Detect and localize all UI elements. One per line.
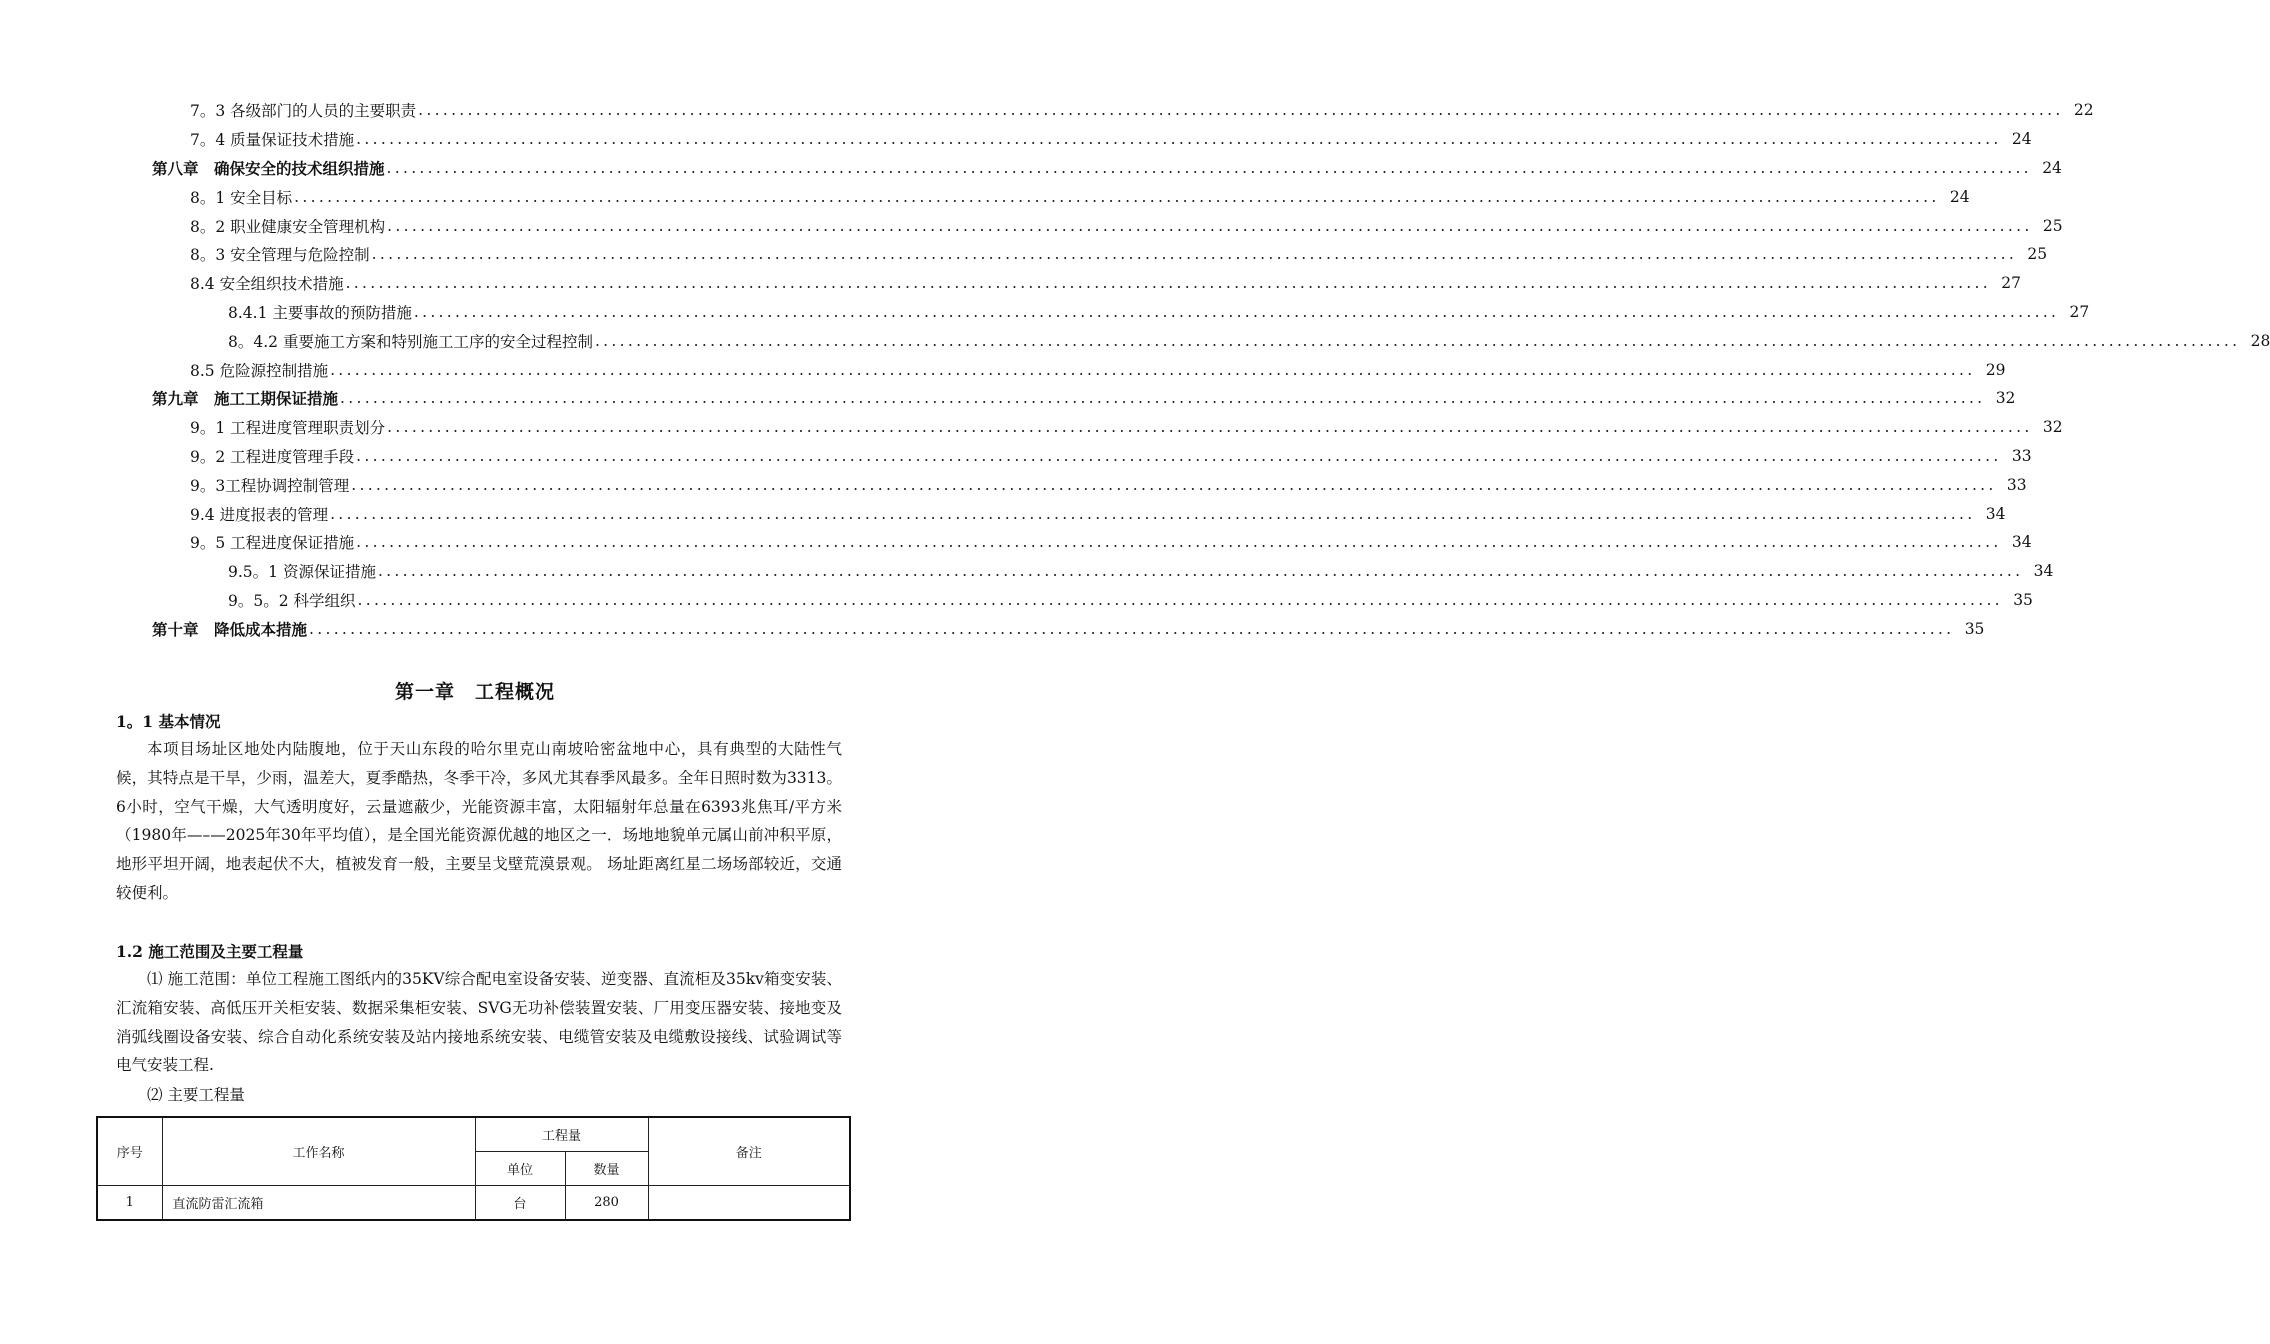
toc-entry-page-number: 33: [2006, 475, 2027, 494]
toc-entry[interactable]: [0, 211, 2063, 240]
toc-entry-title: 8。3 安全管理与危险控制: [190, 246, 370, 265]
toc-entry-title: 8.4.1 主要事故的预防措施: [228, 303, 412, 322]
toc-entry-page-number: 34: [1985, 504, 2006, 523]
toc-entry[interactable]: [0, 384, 2016, 413]
toc-entry[interactable]: [0, 298, 2090, 327]
toc-leader-dots: ........................................................................................................................................................................................................: [371, 245, 2018, 264]
toc-entry-title: 第八章 确保安全的技术组织措施: [152, 158, 385, 178]
toc-entry-title: 9。2 工程进度管理手段: [190, 447, 355, 466]
table-row: [97, 1186, 850, 1221]
toc-entry-title: 第十章 降低成本措施: [152, 619, 308, 639]
scope-paragraph: ⑴ 施工范围：单位工程施工图纸内的35KV综合配电室设备安装、逆变器、直流柜及35kv箱变安装、汇流箱安装、高低压开关柜安装、数据采集柜安装、SVG无功补偿装置安装、厂用变压器安装、接地变及消弧线圈设备安装、综合自动化系统安装及站内接地系统安装、电缆管安装及电缆敷设接线、试验调试等电气安装工程.: [116, 970, 842, 1075]
toc-leader-dots: ........................................................................................................................................................................................................: [387, 418, 2033, 437]
toc-entry-title: 8。2 职业健康安全管理机构: [190, 217, 386, 236]
toc-entry-page-number: 24: [2011, 130, 2032, 149]
toc-entry-title: 8。1 安全目标: [190, 188, 293, 207]
toc-entry[interactable]: [0, 528, 2032, 557]
toc-entry-title: 9。5。2 科学组织: [228, 591, 356, 610]
toc-leader-dots: ........................................................................................................................................................................................................: [351, 475, 1997, 494]
toc-entry-page-number: 35: [2013, 590, 2033, 609]
toc-entry-title: 9。5 工程进度保证措施: [190, 534, 355, 553]
toc-leader-dots: ........................................................................................................................................................................................................: [340, 389, 1986, 408]
header-unit: 单位: [475, 1152, 565, 1186]
toc-entry-page-number: 35: [1964, 619, 1985, 638]
toc-entry[interactable]: [0, 125, 2032, 154]
toc-leader-dots: ........................................................................................................................................................................................................: [356, 533, 2002, 552]
toc-entry[interactable]: [0, 269, 2021, 298]
toc-entry[interactable]: [0, 470, 2027, 499]
cell-name: 直流防雷汇流箱: [162, 1186, 475, 1221]
toc-leader-dots: ........................................................................................................................................................................................................: [356, 130, 2002, 149]
section-heading-basic-info: 1。1 基本情况: [116, 712, 221, 731]
table-of-contents: [0, 96, 2270, 643]
toc-leader-dots: ........................................................................................................................................................................................................: [377, 562, 2024, 581]
toc-leader-dots: ........................................................................................................................................................................................................: [413, 302, 2060, 321]
toc-entry-title: 9.4 进度报表的管理: [190, 505, 329, 524]
toc-entry-page-number: 24: [1949, 187, 1970, 206]
toc-entry-page-number: 27: [2001, 274, 2021, 293]
toc-entry[interactable]: [0, 557, 2054, 586]
toc-entry[interactable]: [0, 240, 2048, 269]
toc-entry-page-number: 25: [2027, 245, 2048, 264]
header-quantity: 工程量: [475, 1117, 648, 1152]
toc-entry-page-number: 32: [1995, 389, 2016, 408]
toc-leader-dots: ........................................................................................................................................................................................................: [330, 360, 1976, 379]
cell-amount: 280: [565, 1186, 648, 1221]
toc-leader-dots: ........................................................................................................................................................................................................: [387, 216, 2033, 235]
toc-entry[interactable]: [0, 326, 2270, 355]
toc-entry[interactable]: [0, 614, 1985, 643]
toc-entry-page-number: 33: [2011, 446, 2032, 465]
toc-entry-title: 9.5。1 资源保证措施: [228, 563, 376, 582]
toc-leader-dots: ........................................................................................................................................................................................................: [345, 274, 1991, 293]
toc-entry-page-number: 34: [2033, 562, 2054, 581]
toc-entry-title: 8。4.2 重要施工方案和特别施工工序的安全过程控制: [228, 332, 593, 351]
toc-entry-title: 9。3工程协调控制管理: [190, 476, 350, 495]
cell-remark: [648, 1186, 850, 1221]
header-remark: 备注: [648, 1117, 850, 1186]
toc-entry[interactable]: [0, 154, 2062, 183]
toc-leader-dots: ........................................................................................................................................................................................................: [356, 446, 2002, 465]
toc-leader-dots: ........................................................................................................................................................................................................: [294, 187, 1940, 206]
toc-leader-dots: ........................................................................................................................................................................................................: [330, 504, 1976, 523]
section-heading-scope: 1.2 施工范围及主要工程量: [116, 942, 304, 961]
toc-leader-dots: ........................................................................................................................................................................................................: [594, 331, 2241, 350]
toc-entry-page-number: 34: [2011, 533, 2032, 552]
toc-entry[interactable]: [0, 413, 2063, 442]
cell-seq: 1: [97, 1186, 162, 1221]
basic-info-paragraph: 本项目场址区地处内陆腹地，位于天山东段的哈尔里克山南坡哈密盆地中心，具有典型的大陆性气候，其特点是干旱，少雨，温差大，夏季酷热，冬季干冷，多风尤其春季风最多。全年日照时数为3313。6小时，空气干燥，大气透明度好，云量遮蔽少，光能资源丰富，太阳辐射年总量在6393兆焦耳/平方米（1980年—–—2025年30年平均值），是全国光能资源优越的地区之一．场地地貌单元属山前冲积平原，地形平坦开阔，地表起伏不大，植被发育一般，主要呈戈壁荒漠景观。 场址距离红星二场场部较近，交通较便利。: [116, 740, 842, 902]
toc-entry[interactable]: [0, 96, 2094, 125]
toc-entry[interactable]: [0, 499, 2006, 528]
toc-entry[interactable]: [0, 355, 2006, 384]
toc-entry-page-number: 28: [2250, 331, 2270, 350]
toc-entry[interactable]: [0, 442, 2032, 471]
toc-entry-title: 第九章 施工工期保证措施: [152, 389, 339, 409]
toc-entry-page-number: 29: [1985, 360, 2006, 379]
toc-entry-page-number: 24: [2042, 158, 2062, 177]
header-seq: 序号: [97, 1117, 162, 1186]
toc-entry-page-number: 32: [2042, 418, 2063, 437]
quantity-label: ⑵ 主要工程量: [147, 1086, 245, 1104]
header-amount: 数量: [565, 1152, 648, 1186]
toc-entry-title: 7。3 各级部门的人员的主要职责: [190, 102, 417, 121]
toc-entry[interactable]: [0, 586, 2033, 615]
toc-entry-title: 9。1 工程进度管理职责划分: [190, 419, 386, 438]
toc-leader-dots: ........................................................................................................................................................................................................: [418, 101, 2064, 120]
toc-leader-dots: ........................................................................................................................................................................................................: [309, 619, 1955, 638]
toc-entry-page-number: 27: [2069, 302, 2090, 321]
toc-entry-title: 8.5 危险源控制措施: [190, 361, 329, 380]
cell-unit: 台: [475, 1186, 565, 1221]
toc-entry-page-number: 25: [2042, 216, 2063, 235]
header-name: 工作名称: [162, 1117, 475, 1186]
toc-entry[interactable]: [0, 182, 1970, 211]
chapter-title: 第一章 工程概况: [394, 681, 555, 703]
work-quantity-table: [96, 1116, 851, 1221]
toc-entry-title: 8.4 安全组织技术措施: [190, 275, 344, 294]
toc-leader-dots: ........................................................................................................................................................................................................: [357, 590, 2003, 609]
toc-entry-title: 7。4 质量保证技术措施: [190, 131, 355, 150]
table-header-row: [97, 1117, 850, 1152]
toc-entry-page-number: 22: [2073, 101, 2094, 120]
toc-leader-dots: ........................................................................................................................................................................................................: [386, 158, 2032, 177]
